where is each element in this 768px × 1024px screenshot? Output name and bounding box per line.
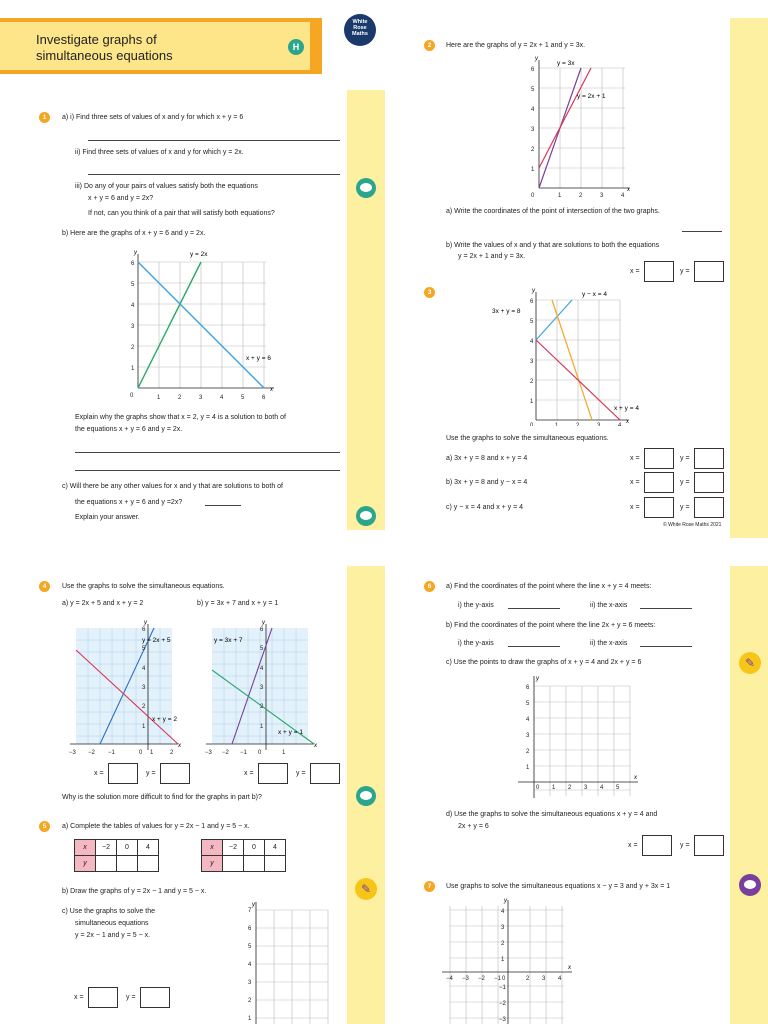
graph-q3 (490, 286, 650, 426)
svg-text:2: 2 (531, 147, 535, 153)
svg-text:1: 1 (558, 193, 562, 199)
graph-q6-blank[interactable] (516, 672, 642, 800)
page-title-line1: Investigate graphs of (36, 32, 157, 47)
graph-label-xy4: x + y = 4 (614, 405, 639, 412)
q1-b: b) Here are the graphs of x + y = 6 and y = 2x. (62, 230, 206, 237)
svg-text:1: 1 (526, 765, 530, 771)
svg-text:0: 0 (130, 393, 134, 399)
graph-q7-blank[interactable] (440, 896, 574, 1024)
svg-text:5: 5 (616, 785, 620, 791)
svg-text:1: 1 (248, 1016, 252, 1022)
q5-c-1: c) Use the graphs to solve the (62, 908, 155, 915)
svg-text:5: 5 (142, 646, 146, 652)
svg-text:6: 6 (526, 685, 530, 691)
table-of-values-1: x −2 0 4 y (74, 839, 159, 872)
discuss-icon (739, 874, 761, 896)
svg-text:6: 6 (530, 299, 534, 305)
svg-text:5: 5 (530, 319, 534, 325)
q6-c: c) Use the points to draw the graphs of x + y = 4 and 2x + y = 6 (446, 659, 642, 666)
answer-line (682, 231, 722, 232)
line-y-equals-2x-plus-1 (539, 68, 591, 168)
svg-text:−2: −2 (88, 750, 95, 756)
axis-label-y: y (134, 250, 137, 256)
svg-text:2: 2 (526, 976, 530, 982)
answer-box-y[interactable] (160, 763, 190, 784)
svg-text:y: y (504, 898, 507, 904)
q4-intro: Use the graphs to solve the simultaneous equations. (62, 583, 225, 590)
svg-text:−1: −1 (494, 976, 501, 982)
graph-q5-blank[interactable] (238, 900, 330, 1024)
svg-text:4: 4 (526, 717, 530, 723)
svg-text:5: 5 (241, 395, 245, 400)
svg-text:1: 1 (501, 957, 505, 963)
q7-text: Use graphs to solve the simultaneous equations x − y = 3 and y + 3x = 1 (446, 883, 671, 890)
q1-c-2: the equations x + y = 6 and y =2x? (75, 499, 183, 506)
svg-text:3: 3 (531, 127, 535, 133)
q3-intro: Use the graphs to solve the simultaneous equations. (446, 435, 609, 442)
svg-text:6: 6 (531, 67, 535, 73)
q5-a: a) Complete the tables of values for y = 2x − 1 and y = 5 − x. (62, 823, 250, 830)
svg-text:−3: −3 (499, 1017, 506, 1023)
svg-text:3: 3 (584, 785, 588, 791)
svg-text:4: 4 (260, 666, 264, 672)
svg-text:−1: −1 (108, 750, 115, 756)
q2-x-label: x = (630, 268, 640, 275)
svg-text:4: 4 (530, 339, 534, 345)
q4-a: a) y = 2x + 5 and x + y = 2 (62, 600, 144, 607)
svg-text:2: 2 (178, 395, 182, 400)
q6-b-ii: ii) the x-axis (590, 640, 628, 647)
svg-text:−2: −2 (499, 1001, 506, 1007)
answer-line (640, 608, 692, 609)
answer-line (508, 646, 560, 647)
q2-intro: Here are the graphs of y = 2x + 1 and y = 3x. (446, 42, 586, 49)
svg-text:5: 5 (248, 944, 252, 950)
svg-text:−1: −1 (240, 750, 247, 756)
answer-box-y[interactable] (140, 987, 170, 1008)
q1-explain-2: the equations x + y = 6 and y = 2x. (75, 426, 183, 433)
svg-text:7: 7 (248, 908, 252, 914)
svg-text:2: 2 (568, 785, 572, 791)
svg-text:6: 6 (248, 926, 252, 932)
svg-text:2: 2 (579, 193, 583, 199)
svg-text:4: 4 (501, 909, 505, 915)
question-number-1: 1 (39, 112, 50, 123)
axis-label-x: x (270, 387, 273, 393)
q6-d-1: d) Use the graphs to solve the simultaneous equations x + y = 4 and (446, 811, 658, 818)
graph-label-b1: y = 3x + 7 (214, 637, 243, 644)
answer-box-y[interactable] (310, 763, 340, 784)
svg-text:y: y (262, 620, 265, 626)
q6-b-i: i) the y-axis (458, 640, 494, 647)
graph-label-y3x: y = 3x (557, 60, 575, 67)
svg-text:x: x (178, 743, 181, 749)
svg-text:5: 5 (526, 701, 530, 707)
svg-text:x: x (627, 187, 630, 193)
svg-text:−3: −3 (462, 976, 469, 982)
q1-a-iii-1: iii) Do any of your pairs of values satisfy both the equations (75, 183, 258, 190)
question-number-3: 3 (424, 287, 435, 298)
table-of-values-2: x −2 0 4 y (201, 839, 286, 872)
answer-box-x[interactable] (642, 835, 672, 856)
svg-text:y: y (536, 676, 539, 682)
graph-q2 (525, 54, 637, 202)
svg-text:3: 3 (142, 685, 146, 691)
q1-a-i: a) i) Find three sets of values of x and y for which x + y = 6 (62, 114, 244, 121)
q3-b: b) 3x + y = 8 and y − x = 4 (446, 479, 528, 486)
svg-text:0: 0 (530, 423, 534, 426)
svg-text:2: 2 (260, 704, 264, 710)
discuss-icon (356, 506, 376, 526)
svg-text:2: 2 (248, 998, 252, 1004)
svg-text:1: 1 (282, 750, 286, 756)
question-number-5: 5 (39, 821, 50, 832)
svg-text:4: 4 (220, 395, 224, 400)
svg-text:4: 4 (131, 303, 135, 309)
svg-text:4: 4 (621, 193, 625, 199)
svg-text:2: 2 (142, 704, 146, 710)
svg-text:3: 3 (248, 980, 252, 986)
question-number-4: 4 (39, 581, 50, 592)
question-number-6: 6 (424, 581, 435, 592)
page-title-line2: simultaneous equations (36, 48, 173, 63)
tier-badge: H (288, 39, 304, 55)
svg-text:4: 4 (618, 423, 622, 426)
svg-text:6: 6 (260, 627, 264, 633)
svg-text:3: 3 (526, 733, 530, 739)
answer-line (88, 174, 340, 175)
svg-text:y: y (144, 620, 147, 626)
svg-text:3: 3 (501, 925, 505, 931)
pencil-icon: ✎ (355, 878, 377, 900)
q6-a-ii: ii) the x-axis (590, 602, 628, 609)
discuss-icon (356, 178, 376, 198)
svg-text:y: y (532, 288, 535, 294)
svg-text:1: 1 (157, 395, 161, 400)
svg-text:−1: −1 (499, 985, 506, 991)
svg-text:0: 0 (536, 785, 540, 791)
q6-a-i: i) the y-axis (458, 602, 494, 609)
answer-box-x[interactable] (258, 763, 288, 784)
svg-text:y: y (252, 902, 255, 908)
graph-label-xy6: x + y = 6 (246, 355, 271, 362)
answer-box-x[interactable] (108, 763, 138, 784)
svg-text:1: 1 (131, 366, 135, 372)
svg-text:0: 0 (139, 750, 143, 756)
graph-q4b (202, 620, 326, 760)
q5-b: b) Draw the graphs of y = 2x − 1 and y = 5 − x. (62, 888, 207, 895)
q2-b-2: y = 2x + 1 and y = 3x. (458, 253, 526, 260)
svg-text:1: 1 (530, 399, 534, 405)
svg-text:−3: −3 (69, 750, 76, 756)
svg-text:−4: −4 (446, 976, 453, 982)
svg-text:4: 4 (142, 666, 146, 672)
svg-text:3: 3 (597, 423, 601, 426)
svg-text:4: 4 (531, 107, 535, 113)
graph-label-y2x: y = 2x (190, 251, 208, 258)
q1-c-3: Explain your answer. (75, 514, 140, 521)
svg-text:y: y (535, 56, 538, 62)
svg-text:3: 3 (542, 976, 546, 982)
answer-box-x[interactable] (644, 261, 674, 282)
answer-box-x[interactable] (644, 497, 674, 518)
svg-text:1: 1 (260, 724, 264, 730)
graph-label-y2x1: y = 2x + 1 (577, 93, 606, 100)
svg-text:0: 0 (502, 976, 506, 982)
q4-b: b) y = 3x + 7 and x + y = 1 (197, 600, 279, 607)
answer-line (88, 140, 340, 141)
svg-text:−2: −2 (222, 750, 229, 756)
graph-q4a (66, 620, 190, 760)
q2-a: a) Write the coordinates of the point of intersection of the two graphs. (446, 208, 660, 215)
q1-a-iii-2: x + y = 6 and y = 2x? (88, 195, 154, 202)
svg-text:2: 2 (501, 941, 505, 947)
discuss-icon (356, 786, 376, 806)
svg-text:x: x (634, 775, 637, 781)
svg-text:2: 2 (576, 423, 580, 426)
q2-b-1: b) Write the values of x and y that are solutions to both the equations (446, 242, 660, 249)
svg-text:4: 4 (600, 785, 604, 791)
svg-text:0: 0 (258, 750, 262, 756)
answer-line (508, 608, 560, 609)
svg-text:1: 1 (150, 750, 154, 756)
q2-y-label: y = (680, 268, 690, 275)
answer-line (75, 470, 340, 471)
q6-d-2: 2x + y = 6 (458, 823, 489, 830)
copyright: © White Rose Maths 2021 (663, 522, 722, 528)
answer-line (205, 505, 241, 506)
svg-text:1: 1 (531, 167, 535, 173)
graph-label-b2: x + y = 1 (278, 729, 303, 736)
answer-box-x[interactable] (644, 448, 674, 469)
svg-text:0: 0 (531, 193, 535, 199)
q1-c-1: c) Will there be any other values for x and y that are solutions to both of (62, 483, 284, 490)
svg-text:4: 4 (558, 976, 562, 982)
svg-text:x: x (626, 419, 629, 425)
q3-c: c) y − x = 4 and x + y = 4 (446, 504, 524, 511)
answer-box-y[interactable] (694, 472, 724, 493)
svg-text:5: 5 (131, 282, 135, 288)
graph-label-a1: y = 2x + 5 (142, 637, 171, 644)
answer-box-x[interactable] (644, 472, 674, 493)
answer-box-y[interactable] (694, 835, 724, 856)
svg-text:2: 2 (526, 749, 530, 755)
q4-why: Why is the solution more difficult to find for the graphs in part b)? (62, 794, 262, 801)
svg-text:−3: −3 (205, 750, 212, 756)
svg-text:1: 1 (142, 724, 146, 730)
question-number-2: 2 (424, 40, 435, 51)
svg-text:x: x (314, 743, 317, 749)
answer-line (75, 452, 340, 453)
svg-text:−2: −2 (478, 976, 485, 982)
graph-label-a2: x + y = 2 (152, 716, 177, 723)
q1-a-iii-3: If not, can you think of a pair that will satisfy both equations? (88, 210, 275, 217)
svg-text:6: 6 (142, 627, 146, 633)
graph-label-3xy8: 3x + y = 8 (492, 308, 521, 315)
question-number-7: 7 (424, 881, 435, 892)
svg-text:2: 2 (170, 750, 174, 756)
svg-text:3: 3 (131, 324, 135, 330)
q5-c-3: y = 2x − 1 and y = 5 − x. (75, 932, 151, 939)
svg-text:5: 5 (531, 87, 535, 93)
white-rose-logo: White Rose Maths (344, 14, 376, 46)
q1-a-ii: ii) Find three sets of values of x and y for which y = 2x. (75, 149, 244, 156)
svg-text:2: 2 (530, 379, 534, 385)
q1-explain-1: Explain why the graphs show that x = 2, y = 4 is a solution to both of (75, 414, 286, 421)
q5-c-2: simultaneous equations (75, 920, 149, 927)
side-strip-tl (347, 90, 385, 530)
svg-text:3: 3 (199, 395, 203, 400)
svg-text:x: x (568, 965, 571, 971)
answer-box-y[interactable] (694, 261, 724, 282)
answer-box-y[interactable] (694, 448, 724, 469)
answer-box-x[interactable] (88, 987, 118, 1008)
answer-box-y[interactable] (694, 497, 724, 518)
svg-text:6: 6 (131, 261, 135, 267)
svg-text:3: 3 (530, 359, 534, 365)
side-strip-tr (730, 18, 768, 538)
svg-text:1: 1 (552, 785, 556, 791)
q6-a: a) Find the coordinates of the point where the line x + y = 4 meets: (446, 583, 652, 590)
q6-b: b) Find the coordinates of the point where the line 2x + y = 6 meets: (446, 622, 656, 629)
svg-text:2: 2 (131, 345, 135, 351)
q3-a: a) 3x + y = 8 and x + y = 4 (446, 455, 528, 462)
pencil-icon: ✎ (739, 652, 761, 674)
svg-text:4: 4 (248, 962, 252, 968)
svg-text:5: 5 (260, 646, 264, 652)
side-strip-br (730, 566, 768, 1024)
answer-line (640, 646, 692, 647)
svg-text:1: 1 (555, 423, 559, 426)
svg-text:3: 3 (600, 193, 604, 199)
graph-q1b (118, 248, 278, 400)
graph-label-yx4: y − x = 4 (582, 291, 607, 298)
svg-text:6: 6 (262, 395, 266, 400)
svg-text:3: 3 (260, 685, 264, 691)
